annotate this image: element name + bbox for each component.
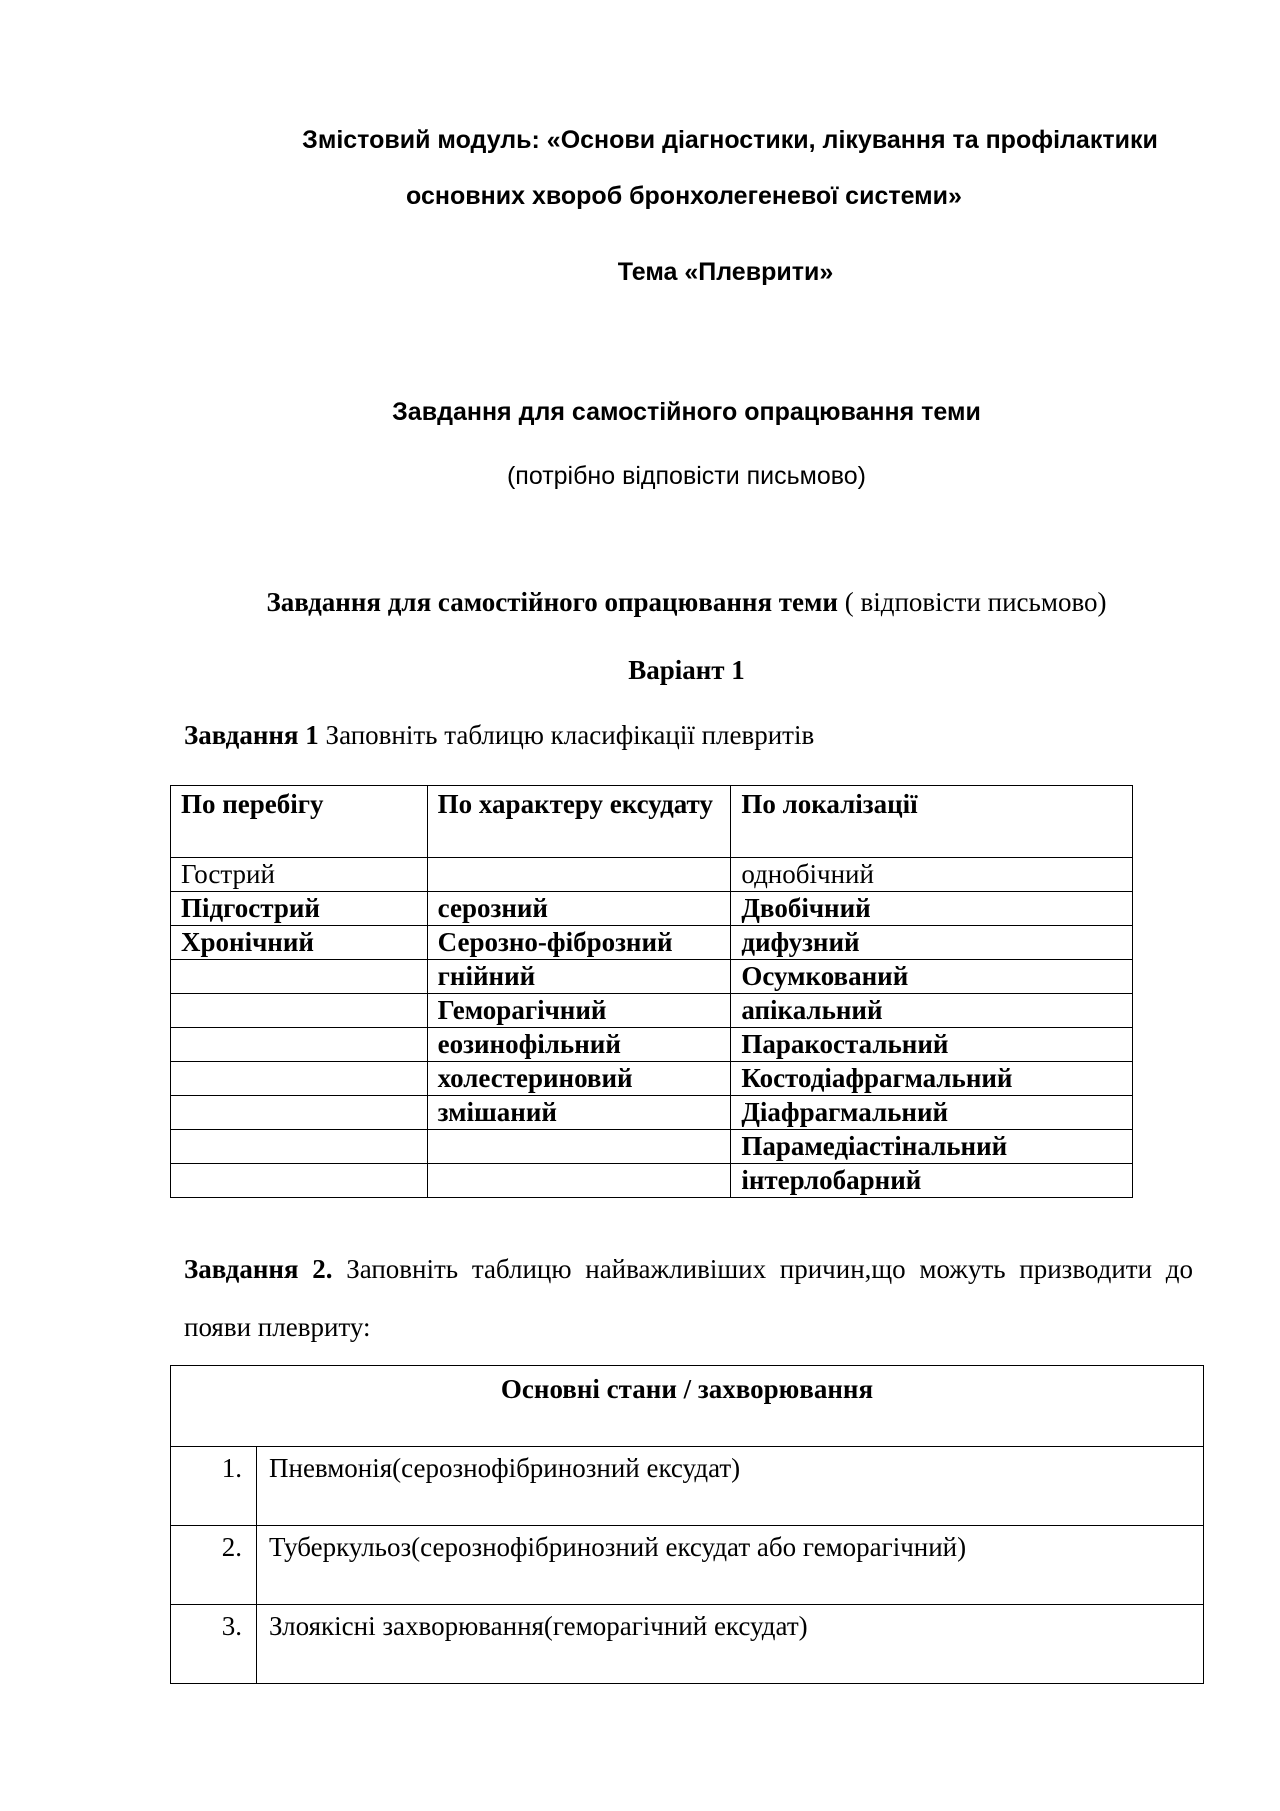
table-cell: Паракостальний bbox=[731, 1028, 1133, 1062]
variant-title: Варіант 1 bbox=[628, 655, 745, 685]
topic-title: Тема «Плеврити» bbox=[617, 258, 834, 286]
task1-text: Заповніть таблицю класифікації плевритів bbox=[318, 720, 815, 750]
header-exudate: По характеру ексудату bbox=[427, 786, 731, 858]
cause-text: Злоякісні захворювання(геморагічний ексудат) bbox=[257, 1605, 1204, 1684]
table-row bbox=[171, 960, 1133, 994]
table-cell: змішаний bbox=[427, 1096, 731, 1130]
table-cell: апікальний bbox=[731, 994, 1133, 1028]
table-cell bbox=[171, 1096, 428, 1130]
table-cell: Хронічний bbox=[171, 926, 428, 960]
table-cell: Серозно-фіброзний bbox=[427, 926, 731, 960]
section-heading bbox=[0, 587, 1280, 618]
table-row bbox=[171, 994, 1133, 1028]
header-course: По перебігу bbox=[171, 786, 428, 858]
table-row bbox=[171, 1130, 1133, 1164]
table-row bbox=[171, 858, 1133, 892]
table-cell bbox=[171, 1062, 428, 1096]
table-cell: гнійний bbox=[427, 960, 731, 994]
row-number: 3. bbox=[171, 1605, 257, 1684]
table-cell: Двобічний bbox=[731, 892, 1133, 926]
table-cell: Геморагічний bbox=[427, 994, 731, 1028]
classification-header-row bbox=[171, 786, 1133, 858]
table-cell: серозний bbox=[427, 892, 731, 926]
cause-text: Пневмонія(серознофібринозний ексудат) bbox=[257, 1447, 1204, 1526]
task2-text: Заповніть таблицю найважливіших причин,що можуть призводити до появи плевриту: bbox=[184, 1254, 1193, 1342]
row-number: 1. bbox=[171, 1447, 257, 1526]
task-note: (потрібно відповісти письмово) bbox=[506, 462, 866, 490]
table-cell bbox=[427, 1130, 731, 1164]
task1-label: Завдання 1 bbox=[184, 720, 319, 750]
table-cell bbox=[427, 858, 731, 892]
table-cell bbox=[171, 1130, 428, 1164]
classification-table bbox=[170, 785, 1133, 1198]
module-title-line2: основних хвороб бронхолегеневої системи» bbox=[406, 182, 962, 210]
task2-label: Завдання 2. bbox=[184, 1254, 333, 1284]
table-row bbox=[171, 892, 1133, 926]
causes-header: Основні стани / захворювання bbox=[171, 1366, 1204, 1447]
table-row bbox=[171, 1164, 1133, 1198]
table-cell: Костодіафрагмальний bbox=[731, 1062, 1133, 1096]
header-localization: По локалізації bbox=[731, 786, 1133, 858]
section-heading-note: ( відповісти письмово) bbox=[838, 587, 1107, 617]
table-row bbox=[171, 926, 1133, 960]
table-row bbox=[171, 1526, 1204, 1605]
causes-table bbox=[170, 1365, 1204, 1684]
table-cell bbox=[171, 1164, 428, 1198]
table-cell: дифузний bbox=[731, 926, 1133, 960]
causes-header-row bbox=[171, 1366, 1204, 1447]
table-cell: Осумкований bbox=[731, 960, 1133, 994]
table-cell: холестериновий bbox=[427, 1062, 731, 1096]
table-cell: однобічний bbox=[731, 858, 1133, 892]
task2-instruction bbox=[184, 1240, 1193, 1356]
table-row bbox=[171, 1605, 1204, 1684]
table-cell: еозинофільний bbox=[427, 1028, 731, 1062]
table-row bbox=[171, 1062, 1133, 1096]
table-row bbox=[171, 1028, 1133, 1062]
table-row bbox=[171, 1447, 1204, 1526]
table-row bbox=[171, 1096, 1133, 1130]
table-cell: Гострий bbox=[171, 858, 428, 892]
table-cell bbox=[427, 1164, 731, 1198]
table-cell: Діафрагмальний bbox=[731, 1096, 1133, 1130]
row-number: 2. bbox=[171, 1526, 257, 1605]
table-cell bbox=[171, 1028, 428, 1062]
task1-instruction bbox=[184, 720, 814, 751]
module-title-line1: Змістовий модуль: «Основи діагностики, лікування та профілактики bbox=[302, 126, 1158, 154]
table-cell: Підгострий bbox=[171, 892, 428, 926]
table-cell: Парамедіастінальний bbox=[731, 1130, 1133, 1164]
cause-text: Туберкульоз(серознофібринозний ексудат або геморагічний) bbox=[257, 1526, 1204, 1605]
section-heading-bold: Завдання для самостійного опрацювання теми bbox=[266, 587, 838, 617]
table-cell bbox=[171, 960, 428, 994]
table-cell bbox=[171, 994, 428, 1028]
table-cell: інтерлобарний bbox=[731, 1164, 1133, 1198]
task-heading: Завдання для самостійного опрацювання теми bbox=[392, 398, 981, 426]
